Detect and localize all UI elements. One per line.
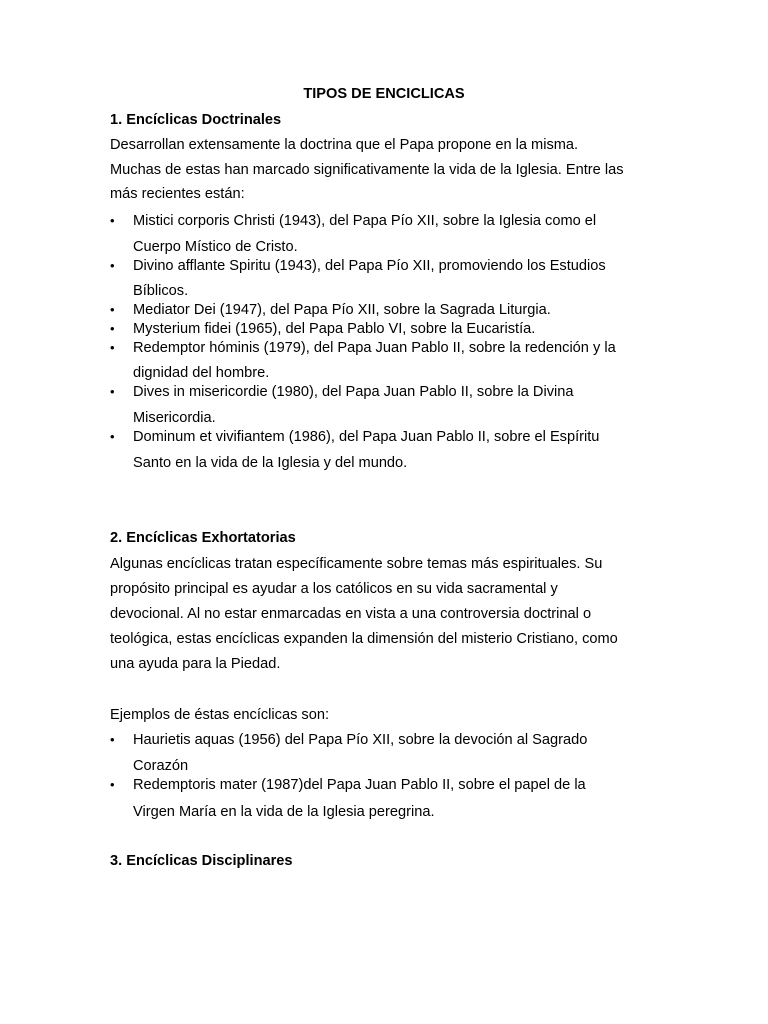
bullet-icon: • — [110, 777, 115, 792]
list-item-line: Corazón — [133, 758, 189, 774]
section-2-examples-intro: Ejemplos de éstas encíclicas son: — [110, 707, 330, 723]
section-2-paragraph-line: propósito principal es ayudar a los católicos en su vida sacramental y — [110, 581, 558, 597]
list-item-line: dignidad del hombre. — [133, 365, 270, 381]
bullet-icon: • — [110, 384, 115, 399]
list-item-line: Redemptor hóminis (1979), del Papa Juan Pablo II, sobre la redención y la — [133, 340, 616, 356]
document-title: TIPOS DE ENCICLICAS — [303, 86, 465, 102]
section-2-paragraph-line: una ayuda para la Piedad. — [110, 656, 281, 672]
list-item-line: Haurietis aquas (1956) del Papa Pío XII, sobre la devoción al Sagrado — [133, 732, 588, 748]
section-1-intro-line: más recientes están: — [110, 186, 245, 202]
list-item-line: Mediator Dei (1947), del Papa Pío XII, sobre la Sagrada Liturgia. — [133, 302, 551, 318]
list-item-line: Redemptoris mater (1987)del Papa Juan Pablo II, sobre el papel de la — [133, 777, 586, 793]
bullet-icon: • — [110, 321, 115, 336]
list-item-line: Divino afflante Spiritu (1943), del Papa Pío XII, promoviendo los Estudios — [133, 258, 606, 274]
bullet-icon: • — [110, 302, 115, 317]
bullet-icon: • — [110, 340, 115, 355]
list-item-line: Misericordia. — [133, 410, 216, 426]
section-1-intro-line: Desarrollan extensamente la doctrina que el Papa propone en la misma. — [110, 137, 579, 153]
bullet-icon: • — [110, 213, 115, 228]
section-1-heading: 1. Encíclicas Doctrinales — [110, 112, 282, 128]
list-item-line: Cuerpo Místico de Cristo. — [133, 239, 298, 255]
list-item-line: Dominum et vivifiantem (1986), del Papa Juan Pablo II, sobre el Espíritu — [133, 429, 600, 445]
list-item-line: Santo en la vida de la Iglesia y del mundo. — [133, 455, 408, 471]
section-1-intro-line: Muchas de estas han marcado significativamente la vida de la Iglesia. Entre las — [110, 162, 624, 178]
bullet-icon: • — [110, 429, 115, 444]
list-item-line: Mistici corporis Christi (1943), del Papa Pío XII, sobre la Iglesia como el — [133, 213, 597, 229]
section-2-heading: 2. Encíclicas Exhortatorias — [110, 530, 296, 546]
section-3-heading: 3. Encíclicas Disciplinares — [110, 853, 293, 869]
list-item-line: Virgen María en la vida de la Iglesia peregrina. — [133, 804, 435, 820]
section-2-paragraph-line: devocional. Al no estar enmarcadas en vista a una controversia doctrinal o — [110, 606, 592, 622]
bullet-icon: • — [110, 258, 115, 273]
section-2-paragraph-line: teológica, estas encíclicas expanden la dimensión del misterio Cristiano, como — [110, 631, 618, 647]
list-item-line: Mysterium fidei (1965), del Papa Pablo VI, sobre la Eucaristía. — [133, 321, 536, 337]
section-2-paragraph-line: Algunas encíclicas tratan específicamente sobre temas más espirituales. Su — [110, 556, 603, 572]
bullet-icon: • — [110, 732, 115, 747]
list-item-line: Dives in misericordie (1980), del Papa Juan Pablo II, sobre la Divina — [133, 384, 574, 400]
list-item-line: Bíblicos. — [133, 283, 189, 299]
